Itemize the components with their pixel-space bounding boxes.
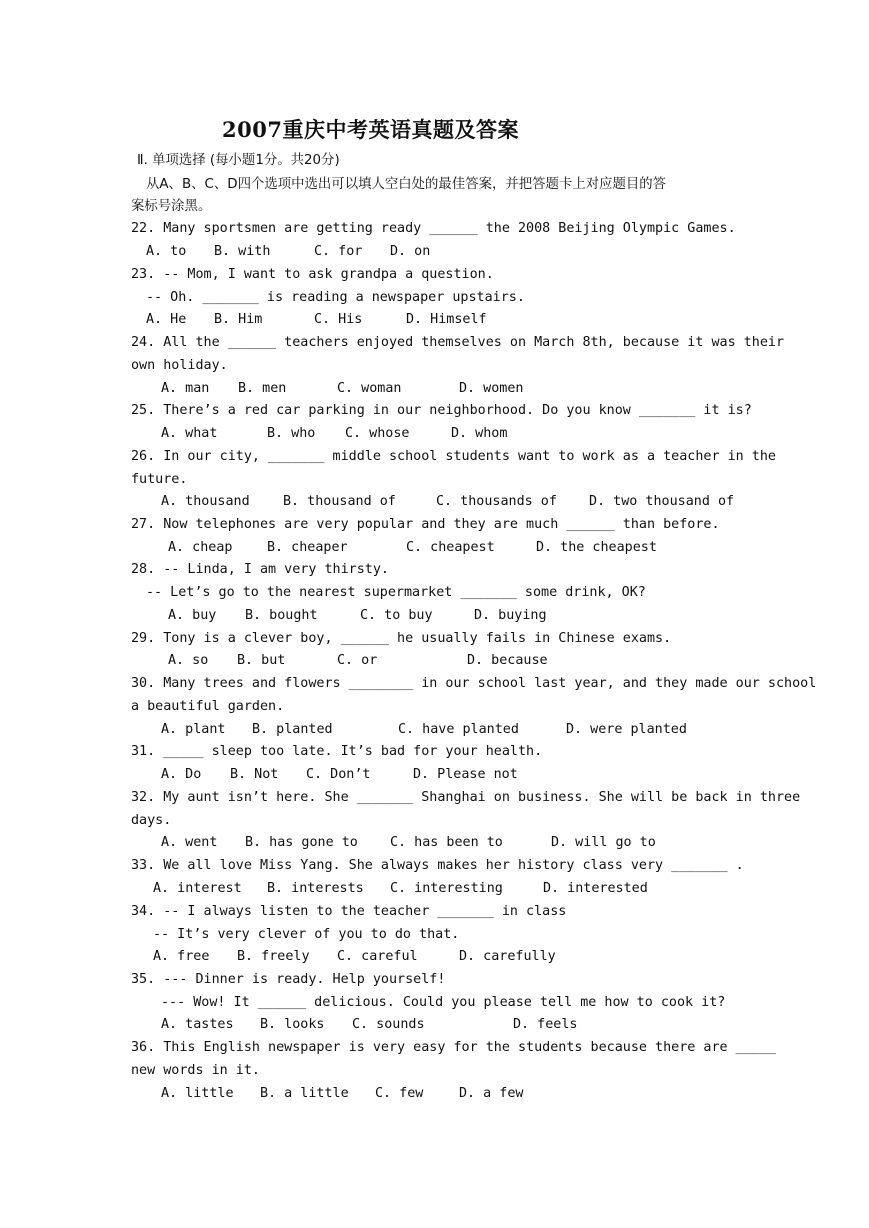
instruction-line-1: 从A、B、C、D四个选项中选出可以填人空白处的最佳答案，并把答题卡上对应题目的答 bbox=[146, 177, 667, 192]
question-stem-continued: new words in it. bbox=[131, 1063, 260, 1078]
answer-option: D. buying bbox=[474, 608, 547, 623]
question-stem: 29. Tony is a clever boy, ______ he usually fails in Chinese exams. bbox=[131, 631, 672, 646]
question-stem: 34. -- I always listen to the teacher _______ in class bbox=[131, 904, 567, 919]
answer-option: D. two thousand of bbox=[589, 494, 735, 509]
question-stem: 35. --- Dinner is ready. Help yourself! bbox=[131, 972, 446, 987]
answer-option: D. carefully bbox=[459, 949, 556, 964]
answer-option: B. Him bbox=[214, 312, 263, 327]
answer-option: C. sounds bbox=[352, 1017, 425, 1032]
question-stem: 33. We all love Miss Yang. She always makes her history class very _______ . bbox=[131, 858, 744, 873]
answer-option: B. planted bbox=[252, 722, 333, 737]
answer-option: A. to bbox=[146, 244, 187, 259]
answer-option: C. thousands of bbox=[436, 494, 557, 509]
answer-option: B. men bbox=[238, 381, 287, 396]
answer-option: D. interested bbox=[543, 881, 648, 896]
question-stem: 26. In our city, _______ middle school students want to work as a teacher in the bbox=[131, 449, 776, 464]
answer-option: A. free bbox=[153, 949, 210, 964]
answer-option: B. has gone to bbox=[245, 835, 358, 850]
question-stem-continued: future. bbox=[131, 472, 188, 487]
answer-option: B. but bbox=[237, 653, 286, 668]
answer-option: A. thousand bbox=[161, 494, 250, 509]
answer-option: B. a little bbox=[260, 1086, 349, 1101]
question-stem: 31. _____ sleep too late. It’s bad for your health. bbox=[131, 744, 543, 759]
answer-option: C. Don’t bbox=[306, 767, 371, 782]
answer-option: B. interests bbox=[267, 881, 364, 896]
answer-option: B. who bbox=[267, 426, 316, 441]
question-stem-continued: a beautiful garden. bbox=[131, 699, 285, 714]
question-stem-continued: --- Wow! It ______ delicious. Could you please tell me how to cook it? bbox=[161, 995, 726, 1010]
answer-option: C. have planted bbox=[398, 722, 519, 737]
answer-option: D. Please not bbox=[413, 767, 518, 782]
answer-option: D. because bbox=[467, 653, 548, 668]
answer-option: A. buy bbox=[168, 608, 217, 623]
question-stem: 27. Now telephones are very popular and they are much ______ than before. bbox=[131, 517, 720, 532]
question-stem: 23. -- Mom, I want to ask grandpa a question. bbox=[131, 267, 494, 282]
question-stem: 36. This English newspaper is very easy for the students because there are _____ bbox=[131, 1040, 776, 1055]
answer-option: D. a few bbox=[459, 1086, 524, 1101]
answer-option: B. bought bbox=[245, 608, 318, 623]
section-heading: Ⅱ. 单项选择 (每小题1分。共20分) bbox=[137, 153, 340, 168]
answer-option: C. for bbox=[314, 244, 363, 259]
answer-option: C. His bbox=[314, 312, 363, 327]
answer-option: D. were planted bbox=[566, 722, 687, 737]
question-stem: 22. Many sportsmen are getting ready ______ the 2008 Beijing Olympic Games. bbox=[131, 221, 736, 236]
instruction-line-2: 案标号涂黑。 bbox=[131, 199, 212, 214]
question-stem: 24. All the ______ teachers enjoyed themselves on March 8th, because it was their bbox=[131, 335, 785, 350]
question-stem-continued: own holiday. bbox=[131, 358, 228, 373]
answer-option: C. woman bbox=[337, 381, 402, 396]
answer-option: D. Himself bbox=[406, 312, 487, 327]
answer-option: A. little bbox=[161, 1086, 234, 1101]
answer-option: C. or bbox=[337, 653, 378, 668]
answer-option: D. will go to bbox=[551, 835, 656, 850]
answer-option: C. cheapest bbox=[406, 540, 495, 555]
answer-option: B. Not bbox=[230, 767, 279, 782]
question-stem-continued: -- It’s very clever of you to do that. bbox=[153, 927, 460, 942]
question-stem: 28. -- Linda, I am very thirsty. bbox=[131, 562, 389, 577]
answer-option: A. so bbox=[168, 653, 209, 668]
answer-option: C. few bbox=[375, 1086, 424, 1101]
answer-option: C. to buy bbox=[360, 608, 433, 623]
answer-option: D. whom bbox=[451, 426, 508, 441]
answer-option: A. cheap bbox=[168, 540, 233, 555]
answer-option: D. on bbox=[390, 244, 431, 259]
answer-option: B. looks bbox=[260, 1017, 325, 1032]
answer-option: C. has been to bbox=[390, 835, 503, 850]
answer-option: B. freely bbox=[237, 949, 310, 964]
question-stem-continued: days. bbox=[131, 813, 172, 828]
answer-option: D. the cheapest bbox=[536, 540, 657, 555]
answer-option: C. careful bbox=[337, 949, 418, 964]
answer-option: D. feels bbox=[513, 1017, 578, 1032]
question-stem: 30. Many trees and flowers ________ in our school last year, and they made our school bbox=[131, 676, 817, 691]
question-stem-continued: -- Let’s go to the nearest supermarket _______ some drink, OK? bbox=[146, 585, 646, 600]
answer-option: C. interesting bbox=[390, 881, 503, 896]
question-stem-continued: -- Oh. _______ is reading a newspaper upstairs. bbox=[146, 290, 525, 305]
answer-option: D. women bbox=[459, 381, 524, 396]
page-title: 2007重庆中考英语真题及答案 bbox=[222, 117, 519, 142]
answer-option: A. plant bbox=[161, 722, 226, 737]
answer-option: B. thousand of bbox=[283, 494, 396, 509]
question-stem: 32. My aunt isn’t here. She _______ Shanghai on business. She will be back in three bbox=[131, 790, 801, 805]
answer-option: A. man bbox=[161, 381, 210, 396]
answer-option: B. cheaper bbox=[267, 540, 348, 555]
question-stem: 25. There’s a red car parking in our neighborhood. Do you know _______ it is? bbox=[131, 403, 752, 418]
answer-option: A. went bbox=[161, 835, 218, 850]
answer-option: C. whose bbox=[345, 426, 410, 441]
answer-option: A. what bbox=[161, 426, 218, 441]
answer-option: A. tastes bbox=[161, 1017, 234, 1032]
answer-option: A. He bbox=[146, 312, 187, 327]
answer-option: A. Do bbox=[161, 767, 202, 782]
answer-option: B. with bbox=[214, 244, 271, 259]
answer-option: A. interest bbox=[153, 881, 242, 896]
